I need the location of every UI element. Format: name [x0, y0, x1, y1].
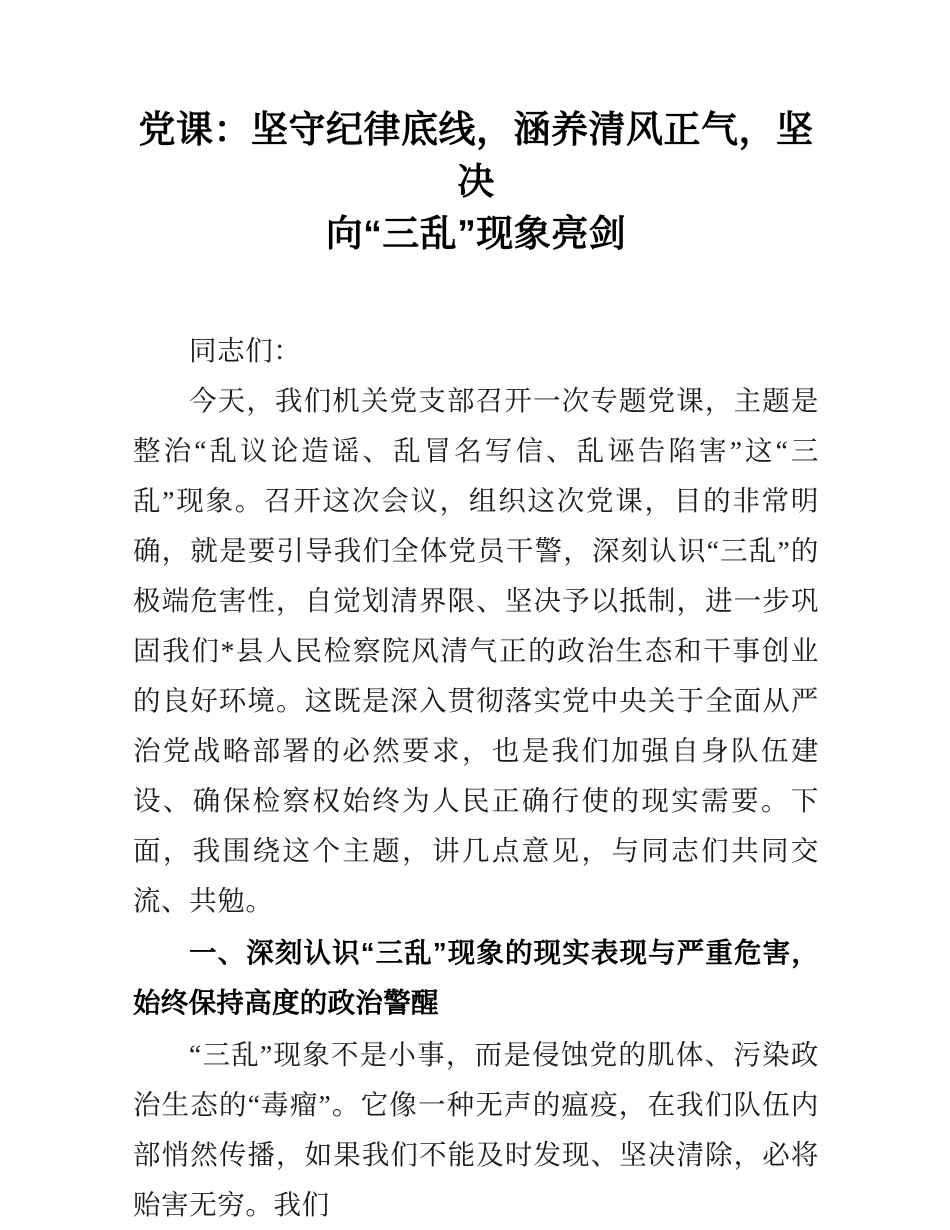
document-title-line-1: 党课：坚守纪律底线，涵养清风正气，坚决	[138, 109, 814, 202]
section-one-paragraph: “三乱”现象不是小事，而是侵蚀党的肌体、污染政治生态的“毒瘤”。它像一种无声的瘟疫，在我们队伍内部悄然传播，如果我们不能及时发现、坚决清除，必将贻害无穷。我们	[133, 1039, 819, 1220]
title-body-spacer	[133, 260, 819, 326]
section-heading-one: 一、深刻认识“三乱”现象的现实表现与严重危害，始终保持高度的政治警醒	[133, 937, 819, 1018]
document-title-line-2: 向“三乱”现象亮剑	[325, 213, 627, 254]
salutation-line: 同志们：	[189, 335, 302, 366]
document-content	[133, 0, 819, 1230]
intro-paragraph: 今天，我们机关党支部召开一次专题党课，主题是整治“乱议论造谣、乱冒名写信、乱诬告陷害”这“三乱”现象。召开这次会议，组织这次党课，目的非常明确，就是要引导我们全体党员干警，深刻认识“三乱”的极端危害性，自觉划清界限、坚决予以抵制，进一步巩固我们*县人民检察院风清气正的政治生态和干事创业的良好环境。这既是深入贯彻落实党中央关于全面从严治党战略部署的必然要求，也是我们加强自身队伍建设、确保检察权始终为人民正确行使的现实需要。下面，我围绕这个主题，讲几点意见，与同志们共同交流、共勉。	[133, 385, 819, 916]
document-title	[133, 0, 819, 260]
